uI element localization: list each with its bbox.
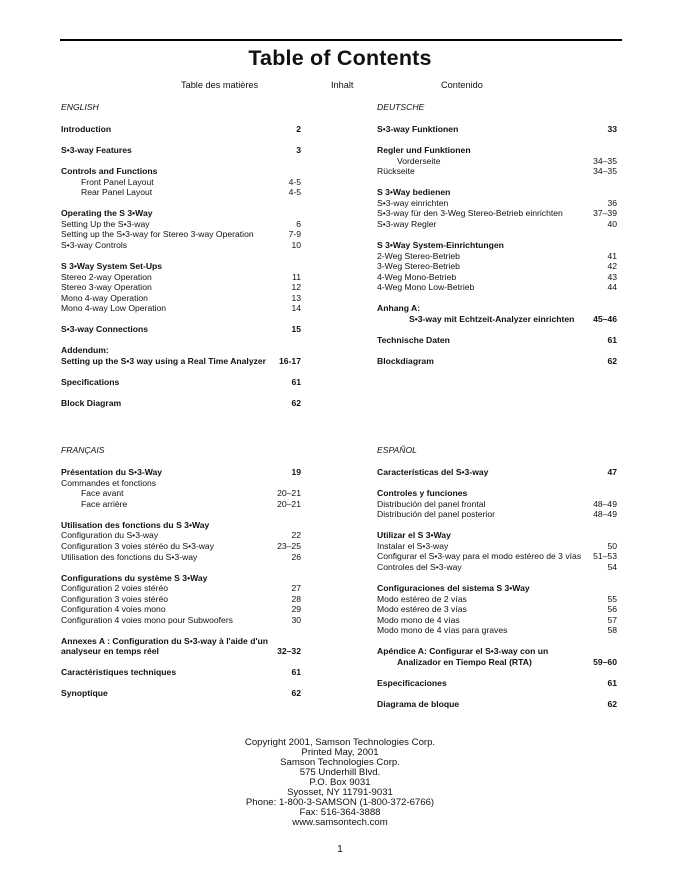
toc-entry bbox=[61, 356, 301, 367]
entry-title: Analizador en Tiempo Real (RTA) bbox=[397, 656, 532, 667]
entry-page: 48–49 bbox=[593, 498, 617, 509]
footer-line: Samson Technologies Corp. bbox=[280, 757, 400, 768]
entry-title: Stereo 3-way Operation bbox=[61, 282, 152, 293]
toc-entry bbox=[377, 467, 617, 478]
entry-page: 29 bbox=[291, 604, 301, 615]
entry-title: Configuration 3 voies stéréo du S•3-way bbox=[61, 540, 215, 551]
toc-entry bbox=[377, 488, 617, 499]
entry-page: 40 bbox=[607, 218, 617, 229]
toc-entry bbox=[61, 594, 301, 605]
toc-entry bbox=[61, 398, 301, 409]
toc-entry bbox=[61, 583, 301, 594]
toc-entries bbox=[61, 124, 301, 408]
entry-spacer bbox=[61, 678, 301, 688]
toc-entry bbox=[61, 488, 301, 499]
entry-spacer bbox=[377, 293, 617, 303]
entry-title: Controles y funciones bbox=[377, 487, 468, 498]
entry-page: 51–53 bbox=[593, 551, 617, 562]
subtitle-german: Inhalt bbox=[331, 80, 354, 90]
toc-entry bbox=[61, 345, 301, 356]
toc-entry bbox=[61, 541, 301, 552]
entry-page: 57 bbox=[607, 614, 617, 625]
toc-entry bbox=[377, 166, 617, 177]
entry-title: Utilizar el S 3•Way bbox=[377, 530, 451, 541]
toc-entry bbox=[377, 499, 617, 510]
toc-entry bbox=[61, 124, 301, 135]
entry-title: Configuration du S•3-way bbox=[61, 530, 159, 541]
entry-page: 54 bbox=[607, 561, 617, 572]
entry-title: Introduction bbox=[61, 124, 112, 134]
entry-page: 50 bbox=[607, 540, 617, 551]
entry-page: 15 bbox=[291, 324, 301, 335]
entry-title: Front Panel Layout bbox=[81, 176, 154, 187]
toc-entry bbox=[61, 377, 301, 388]
toc-entry bbox=[61, 219, 301, 230]
entry-title: Controles del S•3-way bbox=[377, 561, 462, 572]
toc-entry bbox=[61, 272, 301, 283]
entry-page: 32–32 bbox=[277, 646, 301, 657]
entry-spacer bbox=[377, 520, 617, 530]
toc-entry bbox=[61, 552, 301, 563]
entry-title: Instalar el S•3-way bbox=[377, 540, 449, 551]
toc-entry bbox=[61, 324, 301, 335]
entry-spacer bbox=[377, 230, 617, 240]
entry-page: 41 bbox=[607, 250, 617, 261]
entry-page: 27 bbox=[291, 583, 301, 594]
entry-title: 3-Weg Stereo-Betrieb bbox=[377, 261, 460, 272]
entry-page: 55 bbox=[607, 593, 617, 604]
footer-line: Fax: 516-364-3888 bbox=[299, 807, 381, 818]
entry-page: 11 bbox=[292, 271, 301, 282]
entry-title: Distribución del panel posterior bbox=[377, 509, 495, 520]
footer-line: Printed May, 2001 bbox=[301, 747, 379, 758]
entry-title: Face arrière bbox=[81, 498, 128, 509]
entry-page: 23–25 bbox=[277, 540, 301, 551]
footer-line: P.O. Box 9031 bbox=[309, 777, 371, 788]
entry-title: S 3•Way bedienen bbox=[377, 187, 451, 198]
toc-entry bbox=[61, 615, 301, 626]
language-heading: ESPAÑOL bbox=[377, 445, 417, 455]
entry-page: 56 bbox=[607, 604, 617, 615]
entry-spacer bbox=[61, 156, 301, 166]
entry-spacer bbox=[61, 387, 301, 397]
footer-line: Phone: 1-800-3-SAMSON (1-800-372-6766) bbox=[245, 797, 435, 808]
toc-entry bbox=[61, 187, 301, 198]
top-rule bbox=[60, 39, 622, 41]
entry-page: 34–35 bbox=[593, 166, 617, 177]
toc-entry bbox=[377, 261, 617, 272]
toc-section-espanol bbox=[377, 445, 617, 709]
entry-spacer bbox=[61, 335, 301, 345]
entry-title: Caractéristiques techniques bbox=[61, 667, 177, 678]
toc-entry bbox=[377, 282, 617, 293]
entry-title: S•3-way Regler bbox=[377, 218, 437, 229]
entry-title: Configuration 3 voies stéréo bbox=[61, 593, 169, 604]
toc-entry bbox=[377, 646, 617, 657]
entry-title: Commandes et fonctions bbox=[61, 477, 157, 488]
entry-page: 2 bbox=[296, 124, 301, 134]
entry-title: Vorderseite bbox=[397, 155, 441, 166]
toc-entry bbox=[377, 145, 617, 156]
entry-page: 42 bbox=[607, 261, 617, 272]
entry-title: Apéndice A: Configurar el S•3-way con un bbox=[377, 646, 549, 657]
entry-title: Configurations du système S 3•Way bbox=[61, 572, 208, 583]
toc-entries bbox=[377, 467, 617, 709]
entry-title: Diagrama de bloque bbox=[377, 698, 460, 709]
entry-page: 30 bbox=[291, 614, 301, 625]
entry-page: 61 bbox=[607, 677, 617, 688]
entry-title: Modo mono de 4 vías bbox=[377, 614, 460, 625]
entry-page: 13 bbox=[291, 292, 301, 303]
toc-entry bbox=[61, 499, 301, 510]
toc-entry bbox=[61, 530, 301, 541]
entry-title: Anhang A: bbox=[377, 303, 421, 314]
footer-line: www.samsontech.com bbox=[292, 817, 388, 828]
toc-entry bbox=[377, 583, 617, 594]
entry-page: 19 bbox=[291, 467, 301, 477]
entry-spacer bbox=[377, 688, 617, 698]
entry-title: Especificaciones bbox=[377, 677, 447, 688]
entry-title: Configuraciones del sistema S 3•Way bbox=[377, 582, 530, 593]
toc-entry bbox=[377, 187, 617, 198]
toc-entry bbox=[61, 261, 301, 272]
toc-entry bbox=[377, 272, 617, 283]
entry-spacer bbox=[61, 135, 301, 145]
entry-spacer bbox=[377, 478, 617, 488]
toc-entry bbox=[377, 335, 617, 346]
entry-spacer bbox=[377, 324, 617, 334]
entry-title: Modo mono de 4 vías para graves bbox=[377, 625, 508, 636]
toc-entry bbox=[377, 314, 617, 325]
toc-entry bbox=[377, 678, 617, 689]
entry-title: Utilisation des fonctions du S 3•Way bbox=[61, 519, 210, 530]
toc-entry bbox=[377, 604, 617, 615]
toc-entry bbox=[377, 594, 617, 605]
entry-spacer bbox=[377, 636, 617, 646]
entry-title: S•3-way Connections bbox=[61, 324, 149, 335]
entry-page: 61 bbox=[291, 667, 301, 678]
toc-entry bbox=[377, 551, 617, 562]
toc-entry bbox=[377, 562, 617, 573]
entry-title: Rückseite bbox=[377, 166, 415, 177]
entry-spacer bbox=[61, 314, 301, 324]
entry-page: 28 bbox=[291, 593, 301, 604]
entry-title: Présentation du S•3-Way bbox=[61, 467, 163, 477]
footer-line: Copyright 2001, Samson Technologies Corp. bbox=[244, 737, 436, 748]
entry-page: 62 bbox=[607, 355, 617, 366]
toc-section-francais bbox=[61, 445, 301, 699]
toc-entry bbox=[377, 615, 617, 626]
entry-spacer bbox=[61, 626, 301, 636]
entry-page: 20–21 bbox=[277, 488, 301, 499]
entry-page: 44 bbox=[607, 282, 617, 293]
entry-title: Technische Daten bbox=[377, 334, 450, 345]
entry-spacer bbox=[61, 657, 301, 667]
entry-title: Addendum: bbox=[61, 345, 109, 356]
entry-page: 14 bbox=[291, 303, 301, 314]
subtitle-spanish: Contenido bbox=[441, 80, 483, 90]
entry-title: Utilisation des fonctions du S•3-way bbox=[61, 551, 198, 562]
entry-title: S 3•Way System-Einrichtungen bbox=[377, 239, 504, 250]
toc-entry bbox=[377, 208, 617, 219]
toc-entry bbox=[61, 166, 301, 177]
toc-entry bbox=[61, 229, 301, 240]
entry-spacer bbox=[61, 562, 301, 572]
toc-entry bbox=[61, 293, 301, 304]
toc-entry bbox=[377, 625, 617, 636]
entry-spacer bbox=[61, 366, 301, 376]
toc-entry bbox=[377, 251, 617, 262]
toc-entry bbox=[61, 145, 301, 156]
entry-spacer bbox=[377, 177, 617, 187]
toc-entry bbox=[377, 530, 617, 541]
footer-line: Syosset, NY 11791-9031 bbox=[287, 787, 393, 798]
entry-page: 61 bbox=[291, 376, 301, 387]
toc-entry bbox=[61, 177, 301, 188]
entry-spacer bbox=[61, 251, 301, 261]
entry-title: Setting Up the S•3-way bbox=[61, 218, 150, 229]
entry-title: Operating the S 3•Way bbox=[61, 208, 153, 219]
entry-title: Stereo 2-way Operation bbox=[61, 271, 152, 282]
page-title: Table of Contents bbox=[248, 46, 432, 70]
entry-page: 4-5 bbox=[288, 176, 301, 187]
toc-section-deutsche bbox=[377, 102, 617, 366]
entry-title: Características del S•3-way bbox=[377, 467, 489, 477]
entry-title: Specifications bbox=[61, 376, 120, 387]
toc-entry bbox=[61, 646, 301, 657]
toc-entry bbox=[61, 478, 301, 489]
entry-title: S•3-way für den 3-Weg Stereo-Betrieb einrichten bbox=[377, 208, 563, 219]
entry-title: Controls and Functions bbox=[61, 165, 158, 176]
entry-page: 59–60 bbox=[593, 656, 617, 667]
entry-title: Setting up the S•3 way using a Real Time Analyzer bbox=[61, 355, 267, 366]
entry-page: 37–39 bbox=[593, 208, 617, 219]
toc-entry bbox=[377, 509, 617, 520]
entry-page: 10 bbox=[291, 239, 301, 250]
entry-title: S•3-way Controls bbox=[61, 239, 128, 250]
entry-title: Regler und Funktionen bbox=[377, 144, 471, 155]
toc-entry bbox=[377, 156, 617, 167]
toc-entry bbox=[377, 198, 617, 209]
language-heading: DEUTSCHE bbox=[377, 102, 425, 112]
entry-title: Configuration 2 voies stéréo bbox=[61, 583, 169, 594]
entry-title: Configurar el S•3-way para el modo estéreo de 3 vías bbox=[377, 551, 582, 562]
entry-title: Distribución del panel frontal bbox=[377, 498, 486, 509]
entry-page: 45–46 bbox=[593, 313, 617, 324]
toc-entry bbox=[61, 208, 301, 219]
entry-title: 4-Weg Mono Low-Betrieb bbox=[377, 282, 475, 293]
toc-entry bbox=[377, 219, 617, 230]
entry-page: 20–21 bbox=[277, 498, 301, 509]
entry-title: Face avant bbox=[81, 488, 124, 499]
entry-title: Modo estéreo de 3 vías bbox=[377, 604, 467, 615]
page-number: 1 bbox=[337, 844, 343, 855]
entry-title: S•3-way Features bbox=[61, 144, 132, 155]
entry-page: 58 bbox=[607, 625, 617, 636]
entry-title: 4-Weg Mono-Betrieb bbox=[377, 271, 457, 282]
toc-entry bbox=[61, 688, 301, 699]
entry-spacer bbox=[377, 345, 617, 355]
toc-entry bbox=[377, 541, 617, 552]
toc-section-english bbox=[61, 102, 301, 408]
entry-title: Mono 4-way Low Operation bbox=[61, 303, 167, 314]
entry-page: 34–35 bbox=[593, 155, 617, 166]
toc-entries bbox=[377, 124, 617, 366]
toc-entry bbox=[377, 124, 617, 135]
entry-title: Configuration 4 voies mono pour Subwoofers bbox=[61, 614, 233, 625]
entry-title: Annexes A : Configuration du S•3-way à l'aide d'un bbox=[61, 635, 269, 646]
toc-entry bbox=[61, 573, 301, 584]
footer-line: 575 Underhill Blvd. bbox=[299, 767, 381, 778]
subtitle-french: Table des matières bbox=[181, 80, 259, 90]
entry-spacer bbox=[61, 198, 301, 208]
toc-entries bbox=[61, 467, 301, 699]
entry-title: Configuration 4 voies mono bbox=[61, 604, 166, 615]
toc-entry bbox=[61, 467, 301, 478]
toc-entry bbox=[61, 240, 301, 251]
toc-entry bbox=[377, 240, 617, 251]
entry-title: S•3-way mit Echtzeit-Analyzer einrichten bbox=[409, 313, 575, 324]
entry-page: 48–49 bbox=[593, 509, 617, 520]
toc-entry bbox=[61, 667, 301, 678]
entry-spacer bbox=[61, 509, 301, 519]
toc-entry bbox=[61, 282, 301, 293]
entry-page: 43 bbox=[607, 271, 617, 282]
entry-page: 4-5 bbox=[288, 187, 301, 198]
entry-title: Mono 4-way Operation bbox=[61, 292, 148, 303]
entry-title: S•3-way einrichten bbox=[377, 197, 449, 208]
entry-page: 12 bbox=[291, 282, 301, 293]
language-heading: ENGLISH bbox=[61, 102, 99, 112]
entry-page: 33 bbox=[607, 124, 617, 134]
entry-page: 7-9 bbox=[288, 229, 301, 240]
entry-title: Blockdiagram bbox=[377, 355, 434, 366]
entry-page: 22 bbox=[291, 530, 301, 541]
entry-page: 26 bbox=[291, 551, 301, 562]
entry-page: 62 bbox=[607, 698, 617, 709]
toc-entry bbox=[61, 604, 301, 615]
toc-entry bbox=[377, 303, 617, 314]
entry-title: 2-Weg Stereo-Betrieb bbox=[377, 250, 460, 261]
entry-page: 36 bbox=[607, 197, 617, 208]
entry-spacer bbox=[377, 135, 617, 145]
toc-entry bbox=[61, 520, 301, 531]
entry-title: Rear Panel Layout bbox=[81, 187, 153, 198]
toc-entry bbox=[61, 636, 301, 647]
language-heading: FRANÇAIS bbox=[61, 445, 105, 455]
entry-page: 62 bbox=[291, 397, 301, 408]
toc-entry bbox=[377, 657, 617, 668]
entry-page: 3 bbox=[296, 144, 301, 155]
entry-page: 61 bbox=[607, 334, 617, 345]
entry-page: 6 bbox=[296, 218, 301, 229]
entry-spacer bbox=[377, 667, 617, 677]
entry-title: analyseur en temps réel bbox=[61, 646, 159, 657]
entry-title: S•3-way Funktionen bbox=[377, 124, 459, 134]
entry-title: Block Diagram bbox=[61, 397, 122, 408]
toc-entry bbox=[377, 356, 617, 367]
entry-title: S 3•Way System Set-Ups bbox=[61, 260, 163, 271]
toc-entry bbox=[61, 303, 301, 314]
toc-entry bbox=[377, 699, 617, 710]
entry-spacer bbox=[377, 573, 617, 583]
entry-title: Modo estéreo de 2 vías bbox=[377, 593, 467, 604]
entry-title: Synoptique bbox=[61, 688, 108, 699]
entry-page: 62 bbox=[291, 688, 301, 699]
entry-page: 47 bbox=[607, 467, 617, 477]
publisher-footer bbox=[0, 738, 680, 828]
entry-title: Setting up the S•3-way for Stereo 3-way Operation bbox=[61, 229, 254, 240]
entry-page: 16-17 bbox=[279, 355, 301, 366]
